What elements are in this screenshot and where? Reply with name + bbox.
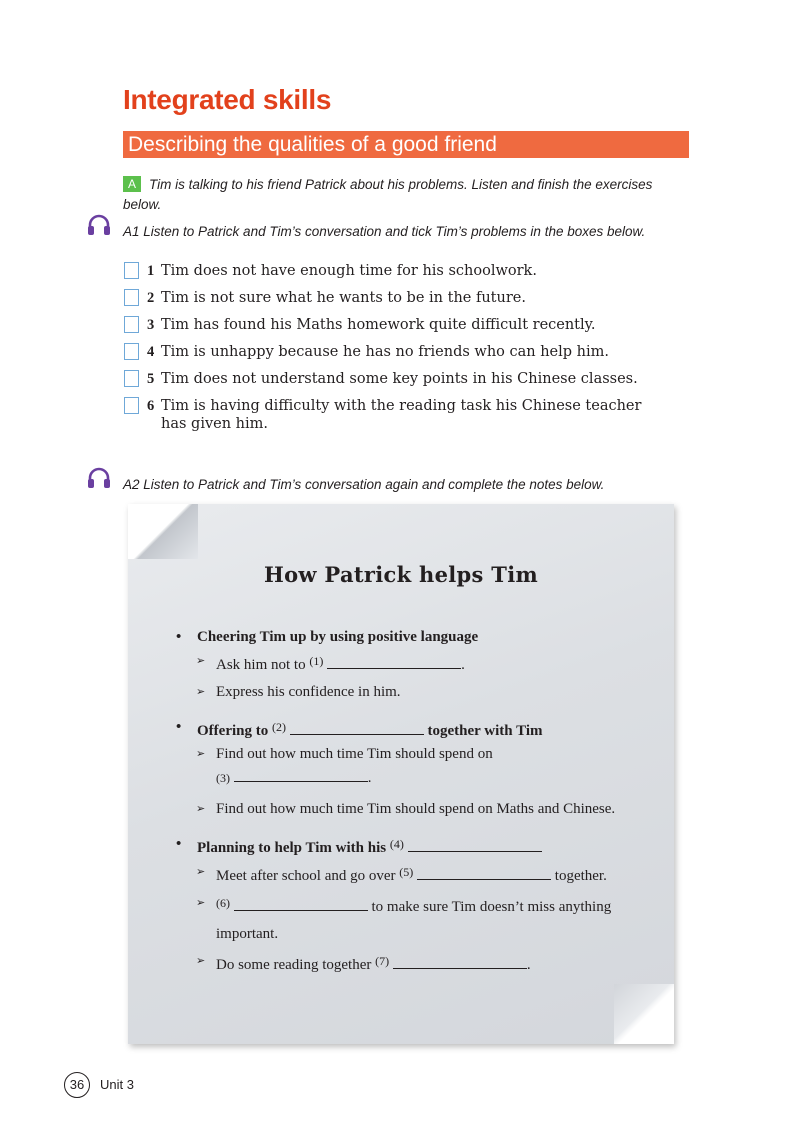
unit-label: Unit 3 bbox=[100, 1077, 134, 1092]
a1-instruction: A1 Listen to Patrick and Tim’s conversation and tick Tim’s problems in the boxes below. bbox=[123, 224, 646, 239]
problem-checklist bbox=[124, 262, 684, 442]
sub-text: Ask him not to bbox=[216, 657, 306, 673]
arrow-icon: ➢ bbox=[196, 897, 206, 909]
bullet-text: Offering to bbox=[197, 723, 269, 739]
item-number: 4 bbox=[147, 344, 155, 360]
tick-box[interactable] bbox=[124, 289, 139, 306]
item-text: Tim is unhappy because he has no friends who can help him. bbox=[161, 344, 609, 360]
blank-field[interactable] bbox=[408, 838, 542, 852]
page-number: 36 bbox=[64, 1072, 90, 1098]
bullet-text: Planning to help Tim with his bbox=[197, 840, 387, 856]
note-sub-item bbox=[176, 796, 656, 823]
bullet-text: Cheering Tim up by using positive language bbox=[197, 629, 479, 645]
item-text: Tim is not sure what he wants to be in the future. bbox=[161, 290, 526, 306]
list-item bbox=[124, 370, 684, 388]
blank-number: (5) bbox=[399, 865, 414, 879]
arrow-icon: ➢ bbox=[196, 655, 206, 667]
tick-box[interactable] bbox=[124, 397, 139, 414]
sub-text: Meet after school and go over bbox=[216, 868, 396, 884]
blank-number: (7) bbox=[375, 954, 390, 968]
list-item bbox=[124, 397, 684, 433]
sub-text: together. bbox=[554, 868, 607, 884]
a2-instruction: A2 Listen to Patrick and Tim’s conversation again and complete the notes below. bbox=[123, 477, 605, 492]
paper-curl-corner bbox=[614, 984, 674, 1044]
notes-title: How Patrick helps Tim bbox=[263, 562, 538, 587]
punctuation: . bbox=[526, 957, 531, 973]
blank-field[interactable] bbox=[234, 768, 368, 782]
blank-number: (4) bbox=[389, 837, 404, 851]
sub-text: Express his confidence in him. bbox=[216, 684, 401, 700]
headphones-icon[interactable] bbox=[86, 212, 112, 238]
arrow-icon: ➢ bbox=[196, 866, 206, 878]
note-sub-item bbox=[176, 859, 656, 890]
sub-text: Do some reading together bbox=[216, 957, 372, 973]
item-text: Tim has found his Maths homework quite difficult recently. bbox=[161, 317, 596, 333]
tick-box[interactable] bbox=[124, 316, 139, 333]
item-number: 3 bbox=[147, 317, 155, 333]
note-sub-item bbox=[176, 742, 656, 790]
blank-number: (3) bbox=[216, 771, 230, 785]
list-item bbox=[124, 289, 684, 307]
sub-text: Find out how much time Tim should spend on Maths and Chinese. bbox=[216, 801, 616, 817]
notes-body bbox=[176, 626, 656, 979]
blank-field[interactable] bbox=[327, 655, 461, 669]
sub-text: Find out how much time Tim should spend on bbox=[216, 746, 493, 762]
note-sub-item bbox=[176, 890, 656, 948]
list-item bbox=[124, 262, 684, 280]
note-sub-item bbox=[176, 648, 656, 679]
blank-field[interactable] bbox=[417, 866, 551, 880]
instruction-a-text: Tim is talking to his friend Patrick about his problems. Listen and finish the exercises below. bbox=[123, 177, 653, 212]
section-banner: Describing the qualities of a good friend bbox=[123, 131, 689, 158]
tick-box[interactable] bbox=[124, 370, 139, 387]
item-number: 1 bbox=[147, 263, 155, 279]
note-bullet bbox=[176, 626, 656, 648]
item-text: Tim does not have enough time for his schoolwork. bbox=[161, 263, 537, 279]
arrow-icon: ➢ bbox=[196, 955, 206, 967]
blank-number: (6) bbox=[216, 896, 230, 910]
item-text: Tim is having difficulty with the reading task his Chinese teacher has given him. bbox=[161, 398, 642, 432]
blank-field[interactable] bbox=[290, 721, 424, 735]
tick-box[interactable] bbox=[124, 343, 139, 360]
list-item bbox=[124, 316, 684, 334]
list-item bbox=[124, 343, 684, 361]
item-number: 5 bbox=[147, 371, 155, 387]
blank-number: (2) bbox=[271, 720, 286, 734]
note-sub-item bbox=[176, 948, 656, 979]
tick-box[interactable] bbox=[124, 262, 139, 279]
item-number: 6 bbox=[147, 398, 155, 414]
blank-field[interactable] bbox=[234, 897, 368, 911]
bullet-text: together with Tim bbox=[427, 723, 543, 739]
note-bullet bbox=[176, 833, 656, 859]
punctuation: . bbox=[461, 657, 465, 673]
sub-text: to make sure Tim doesn’t miss anything important. bbox=[216, 899, 612, 942]
page-title: Integrated skills bbox=[123, 84, 332, 115]
item-text: Tim does not understand some key points in his Chinese classes. bbox=[161, 371, 638, 387]
arrow-icon: ➢ bbox=[196, 686, 206, 698]
blank-number: (1) bbox=[309, 654, 324, 668]
note-sub-item bbox=[176, 679, 656, 706]
headphones-icon[interactable] bbox=[86, 465, 112, 491]
item-number: 2 bbox=[147, 290, 155, 306]
punctuation: . bbox=[367, 770, 372, 786]
paper-curl-corner bbox=[128, 504, 198, 559]
part-a-label: A bbox=[123, 176, 141, 192]
arrow-icon: ➢ bbox=[196, 748, 206, 760]
arrow-icon: ➢ bbox=[196, 803, 206, 815]
instruction-a bbox=[123, 175, 683, 215]
blank-field[interactable] bbox=[393, 955, 527, 969]
note-bullet bbox=[176, 716, 656, 742]
